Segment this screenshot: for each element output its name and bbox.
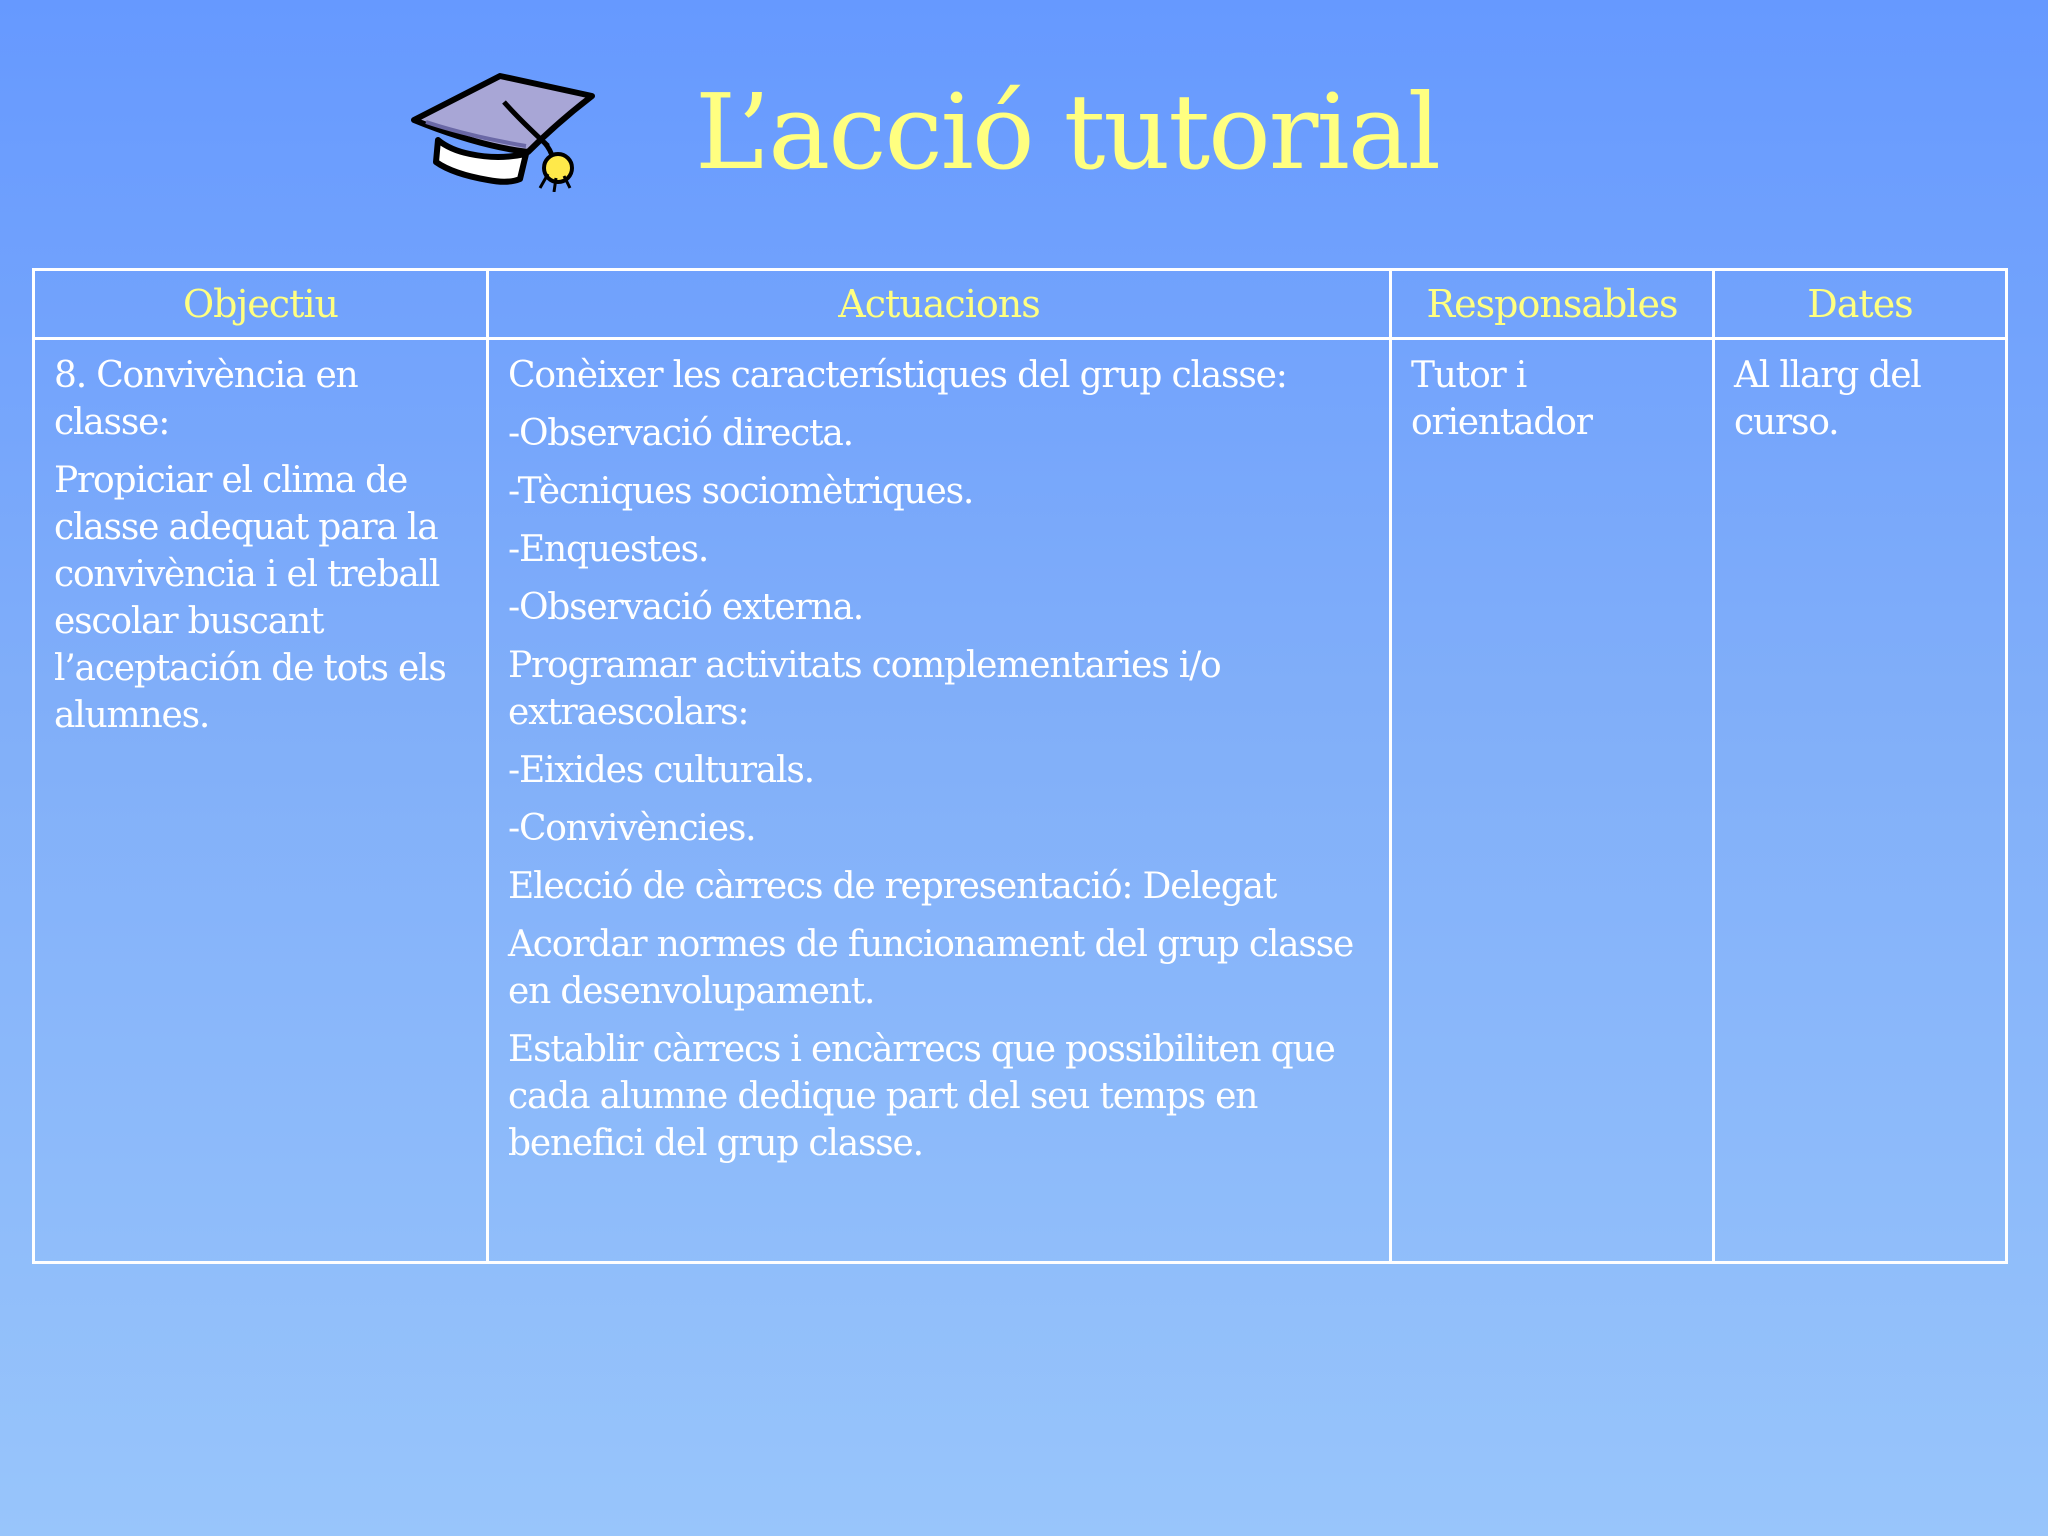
actuacio-line: -Tècniques sociomètriques. (508, 471, 974, 512)
tutorial-action-table (32, 268, 2008, 1264)
actuacio-line: -Enquestes. (508, 529, 709, 570)
column-dates (1712, 271, 2005, 1261)
actuacio-line: -Eixides culturals. (508, 750, 814, 791)
actuacio-line: -Convivències. (508, 808, 756, 849)
header-responsables: Responsables (1392, 271, 1712, 340)
cell-objectiu (35, 340, 486, 739)
header-actuacions: Actuacions (489, 271, 1389, 340)
actuacio-line: Conèixer les característiques del grup classe: (508, 355, 1287, 396)
header-objectiu: Objectiu (35, 271, 486, 340)
actuacio-line: Establir càrrecs i encàrrecs que possibiliten que cada alumne dedique part del seu temps en benefici del grup classe. (508, 1029, 1335, 1164)
column-actuacions (486, 271, 1389, 1261)
responsables-line: Tutor i orientador (1411, 355, 1592, 443)
slide-title: L’acció tutorial (695, 71, 1440, 193)
column-responsables (1389, 271, 1712, 1261)
cell-responsables (1392, 340, 1712, 446)
actuacio-line: -Observació directa. (508, 413, 853, 454)
objectiu-line: Propiciar el clima de classe adequat para la convivència i el treball escolar buscant l’aceptación de tots els alumnes. (54, 460, 446, 736)
header-dates: Dates (1715, 271, 2005, 340)
actuacio-line: -Observació externa. (508, 587, 863, 628)
column-objectiu (35, 271, 486, 1261)
objectiu-line: 8. Convivència en classe: (54, 355, 358, 443)
dates-line: Al llarg del curso. (1734, 355, 1921, 443)
slide-header (0, 0, 2048, 250)
actuacio-line: Elecció de càrrecs de representació: Delegat (508, 866, 1277, 907)
actuacio-line: Programar activitats complementaries i/o extraescolars: (508, 645, 1221, 733)
cell-dates (1715, 340, 2005, 446)
graduation-cap-icon (408, 62, 598, 192)
cell-actuacions (489, 340, 1389, 1167)
actuacio-line: Acordar normes de funcionament del grup classe en desenvolupament. (508, 924, 1354, 1012)
